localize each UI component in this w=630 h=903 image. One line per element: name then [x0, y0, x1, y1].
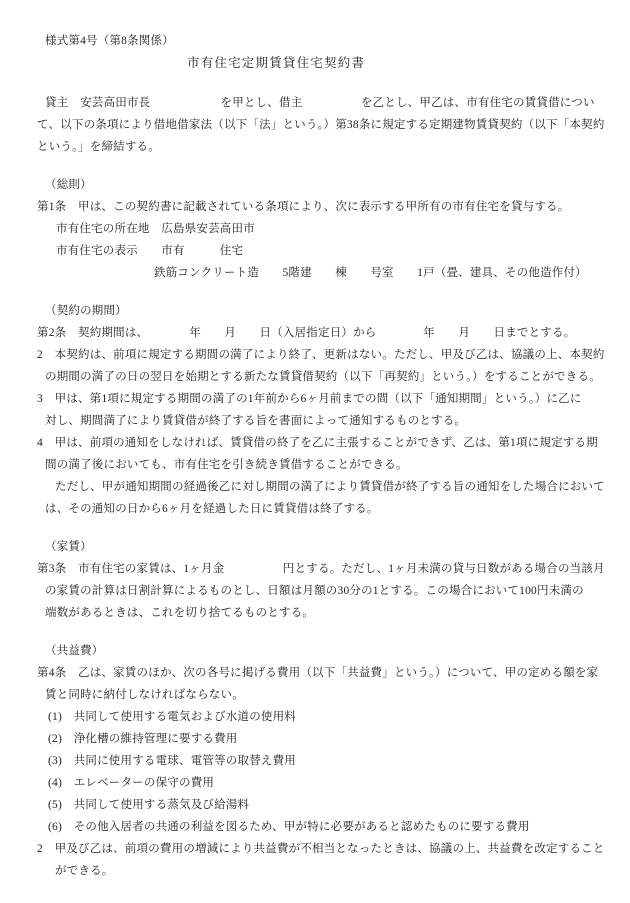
- section-heading-common-fees: （共益費）: [45, 645, 104, 657]
- article-3-clause-line-3: 端数があるときは、これを切り捨てるものとする。: [45, 607, 315, 619]
- fee-item-1: (1) 共同して使用する電気および水道の使用料: [48, 711, 297, 723]
- fee-item-2: (2) 浄化槽の維持管理に要する費用: [48, 733, 238, 745]
- article-2-clause: 第2条 契約期間は、 年 月 日（入居指定日）から 年 月 日までとする。: [37, 327, 576, 339]
- preamble-line-3: という。」を締結する。: [37, 141, 160, 153]
- section-heading-contract-term: （契約の期間）: [45, 305, 127, 317]
- preamble-line-2: て、以下の条項により借地借家法（以下「法」という。）第38条に規定する定期建物賃貸契約（以下「本契約: [37, 119, 605, 131]
- article-2-para-2-line-2: の期間の満了の日の翌日を始期とする新たな賃貸借契約（以下「再契約」という。）をすることができる。: [45, 371, 601, 383]
- preamble-line-1: 貸主 安芸高田市長 を甲とし、借主 を乙とし、甲乙は、市有住宅の賃貸借につい: [45, 97, 595, 109]
- article-2-para-3-line-2: 対し、期間満了により賃貸借が終了する旨を書面によって通知するものとする。: [45, 415, 467, 427]
- article-2-para-4-proviso-line-2: は、その通知の日から6ヶ月を経過した日に賃貸借は終了する。: [45, 503, 379, 515]
- fee-item-3: (3) 共同に使用する電球、電管等の取替え費用: [48, 755, 297, 767]
- article-2-para-3-line-1: 3 甲は、第1項に規定する期間の満了の1年前から6ヶ月前までの間（以下「通知期間」という。）に乙に: [37, 393, 582, 405]
- fee-item-4: (4) エレベーターの保守の費用: [48, 777, 215, 789]
- article-2-para-4-line-1: 4 甲は、前項の通知をしなければ、賃貸借の終了を乙に主張することができず、乙は、第1項に規定する期: [37, 437, 598, 449]
- article-1-clause: 第1条 甲は、この契約書に記載されている条項により、次に表示する甲所有の市有住宅を貸与する。: [37, 201, 570, 213]
- property-location-line: 市有住宅の所在地 広島県安芸高田市: [56, 223, 255, 235]
- article-4-clause-line-1: 第4条 乙は、家賃のほか、次の各号に掲げる費用（以下「共益費」という。）について、甲の定める額を家: [37, 667, 599, 679]
- article-4-clause-line-2: 賃と同時に納付しなければならない。: [45, 689, 244, 701]
- article-4-para-2-line-2: ができる。: [55, 865, 114, 877]
- fee-item-6: (6) その他入居者の共通の利益を図るため、甲が特に必要があると認めたものに要する費用: [48, 821, 530, 833]
- article-4-para-2-line-1: 2 甲及び乙は、前項の費用の増減により共益費が不相当となったときは、協議の上、共益費を改定すること: [37, 843, 605, 855]
- document-title: 市有住宅定期賃貸住宅契約書: [187, 56, 366, 70]
- article-2-para-2-line-1: 2 本契約は、前項に規定する期間の満了により終了、更新はない。ただし、甲及び乙は、協議の上、本契約: [37, 349, 605, 361]
- article-3-clause-line-1: 第3条 市有住宅の家賃は、1ヶ月金 円とする。ただし、1ヶ月未満の貸与日数がある場合の当該月: [37, 563, 605, 575]
- article-2-para-4-proviso-line-1: ただし、甲が通知期間の経過後乙に対し期間の満了により賃貸借が終了する旨の通知をした場合において: [55, 481, 605, 493]
- property-designation-line: 市有住宅の表示 市有 住宅: [56, 245, 244, 257]
- section-heading-general: （総則）: [45, 179, 92, 191]
- fee-item-5: (5) 共同して使用する蒸気及び給湯料: [48, 799, 250, 811]
- property-structure-line: 鉄筋コンクリート造 5階建 棟 号室 1戸（畳、建具、その他造作付）: [154, 267, 587, 279]
- article-2-para-4-line-2: 間の満了後においても、市有住宅を引き続き賃借することができる。: [45, 459, 408, 471]
- article-3-clause-line-2: の家賃の計算は日割計算によるものとし、日額は月額の30分の1とする。この場合において100円未満の: [45, 585, 584, 597]
- form-number: 様式第4号（第8条関係）: [45, 35, 174, 47]
- section-heading-rent: （家賃）: [45, 541, 92, 553]
